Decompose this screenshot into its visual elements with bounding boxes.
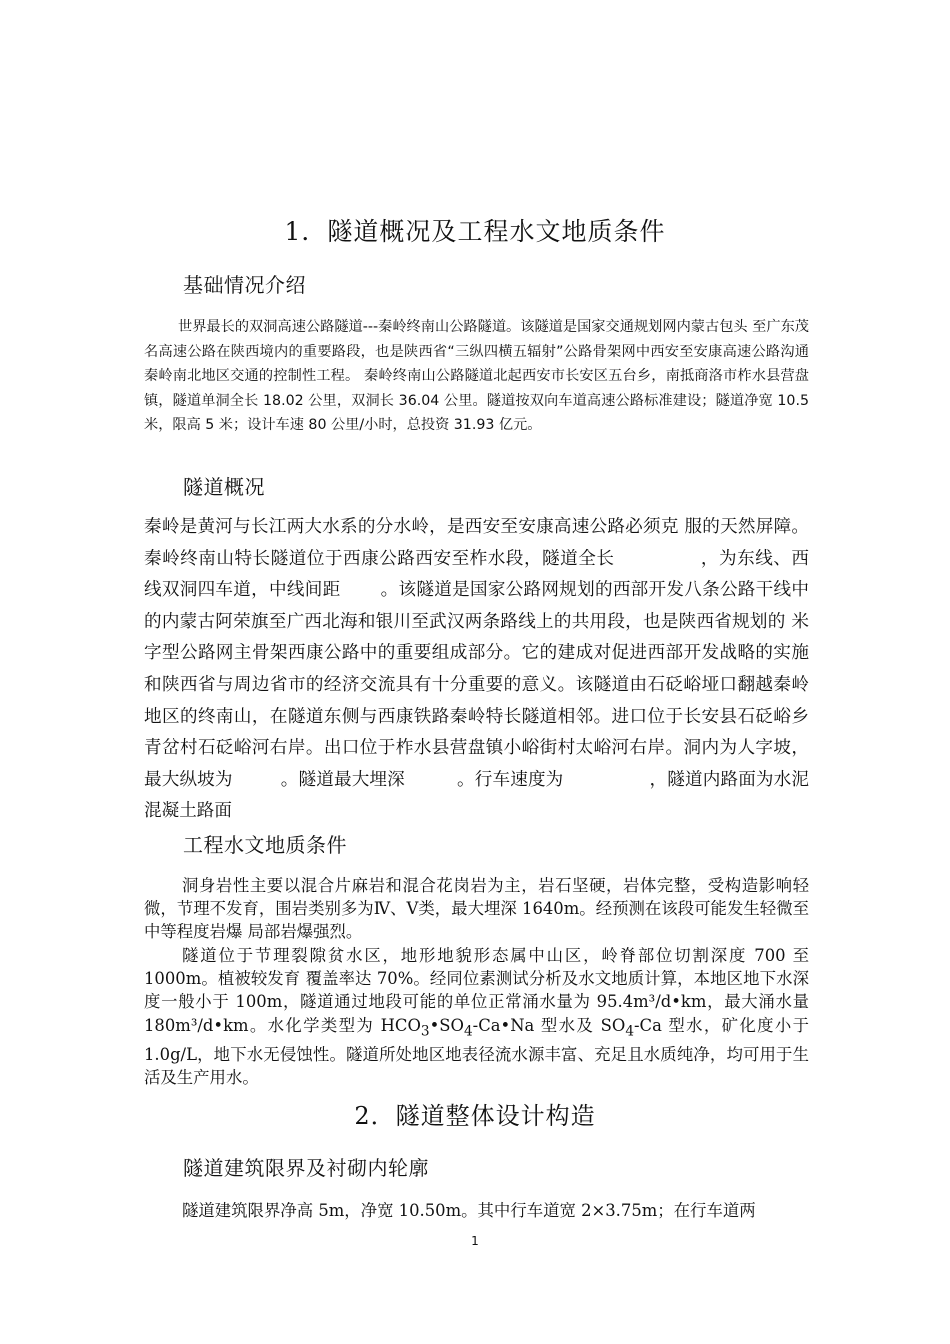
hydro-text-3: -Ca•Na 型水及 SO: [472, 1015, 626, 1035]
overview-paragraph: [144, 512, 809, 828]
overview-text-6: ，隧道内路面为水泥混凝土路面: [144, 769, 809, 822]
subscript-4a: 4: [463, 1022, 473, 1039]
hydro-paragraph-2: [144, 944, 809, 1090]
overview-text-3: 。该隧道是国家公路网规划的西部开发八条公路干线中的内蒙古阿荣旗至广西北海和银川至武汉两条路线上的共用段，也是陕西省规划的 米 字型公路网主骨架西康公路中的重要组成部分。它的建成对促进西部开发战略的实施和陕西省与周边省市的经济交流具有十分重要的意义。该隧道由石砭峪垭口翻越秦岭地区的终南山，在隧道东侧与西康铁路秦岭特长隧道相邻。进口位于长安县石砭峪乡青岔村石砭峪河右岸。出口位于柞水县营盘镇小峪街村太峪河右岸。洞内为人字坡，最大纵坡为: [144, 580, 809, 790]
basic-info-paragraph: 世界最长的双洞高速公路隧道---秦岭终南山公路隧道。该隧道是国家交通规划网内蒙古包头 至广东茂名高速公路在陕西境内的重要路段，也是陕西省“三纵四横五辐射”公路骨架网中西安至安康高速公路沟通秦岭南北地区交通的控制性工程。 秦岭终南山公路隧道北起西安市长安区五台乡，南抵商洛市柞水县营盘镇，隧道单洞全长 18.02 公里，双洞长 36.04 公里。隧道按双向车道高速公路标准建设；隧道净宽 10.5 米，限高 5 米；设计车速 80 公里/小时，总投资 31.93 亿元。: [144, 319, 809, 434]
hydro-paragraph-1: 洞身岩性主要以混合片麻岩和混合花岗岩为主，岩石坚硬，岩体完整，受构造影响轻微，节理不发育，围岩类别多为Ⅳ、Ⅴ类，最大埋深 1640m。经预测在该段可能发生轻微至中等程度岩爆 局部岩爆强烈。: [144, 876, 809, 942]
section-limit-heading: 隧道建筑限界及衬砌内轮廓: [183, 1156, 429, 1180]
hydro-text-1: 隧道位于节理裂隙贫水区，地形地貌形态属中山区，岭脊部位切割深度 700 至 1000m。植被较发育 覆盖率达 70%。经同位素测试分析及水文地质计算，本地区地下水深度一般小于 100m，隧道通过地段可能的单位正常涌水量为 95.4m³/d•km，最大涌水量 180m³/d•km。水化学类型为 HCO: [144, 946, 809, 1035]
overview-text-4: 。隧道最大埋深: [280, 769, 405, 790]
subscript-4b: 4: [625, 1022, 635, 1039]
overview-text-5: 。行车速度为: [456, 769, 564, 790]
hydro-text-4: -Ca 型水，矿化度小于 1.0g/L，地下水无侵蚀性。隧道所处地区地表径流水源丰富、充足且水质纯净，均可用于生活及生产用水。: [144, 1015, 809, 1088]
hydro-text-2: •SO: [429, 1015, 464, 1035]
section-basic-heading: 基础情况介绍: [183, 273, 306, 297]
subscript-3: 3: [420, 1022, 430, 1039]
overview-text-2: ，为东线、西线双洞四车道，中线间距: [144, 548, 809, 601]
chapter-2-heading: 2．隧道整体设计构造: [354, 1102, 596, 1130]
chapter-1-heading: 1．隧道概况及工程水文地质条件: [284, 217, 666, 246]
section-hydro-heading: 工程水文地质条件: [183, 833, 347, 857]
limit-paragraph: 隧道建筑限界净高 5m，净宽 10.50m。其中行车道宽 2×3.75m；在行车道两: [182, 1201, 756, 1220]
section-overview-heading: 隧道概况: [183, 475, 265, 499]
overview-text-1: 秦岭是黄河与长江两大水系的分水岭，是西安至安康高速公路必须克 服的天然屏障。秦岭终南山特长隧道位于西康公路西安至柞水段，隧道全长: [144, 517, 809, 569]
page-number: 1: [471, 1234, 479, 1248]
